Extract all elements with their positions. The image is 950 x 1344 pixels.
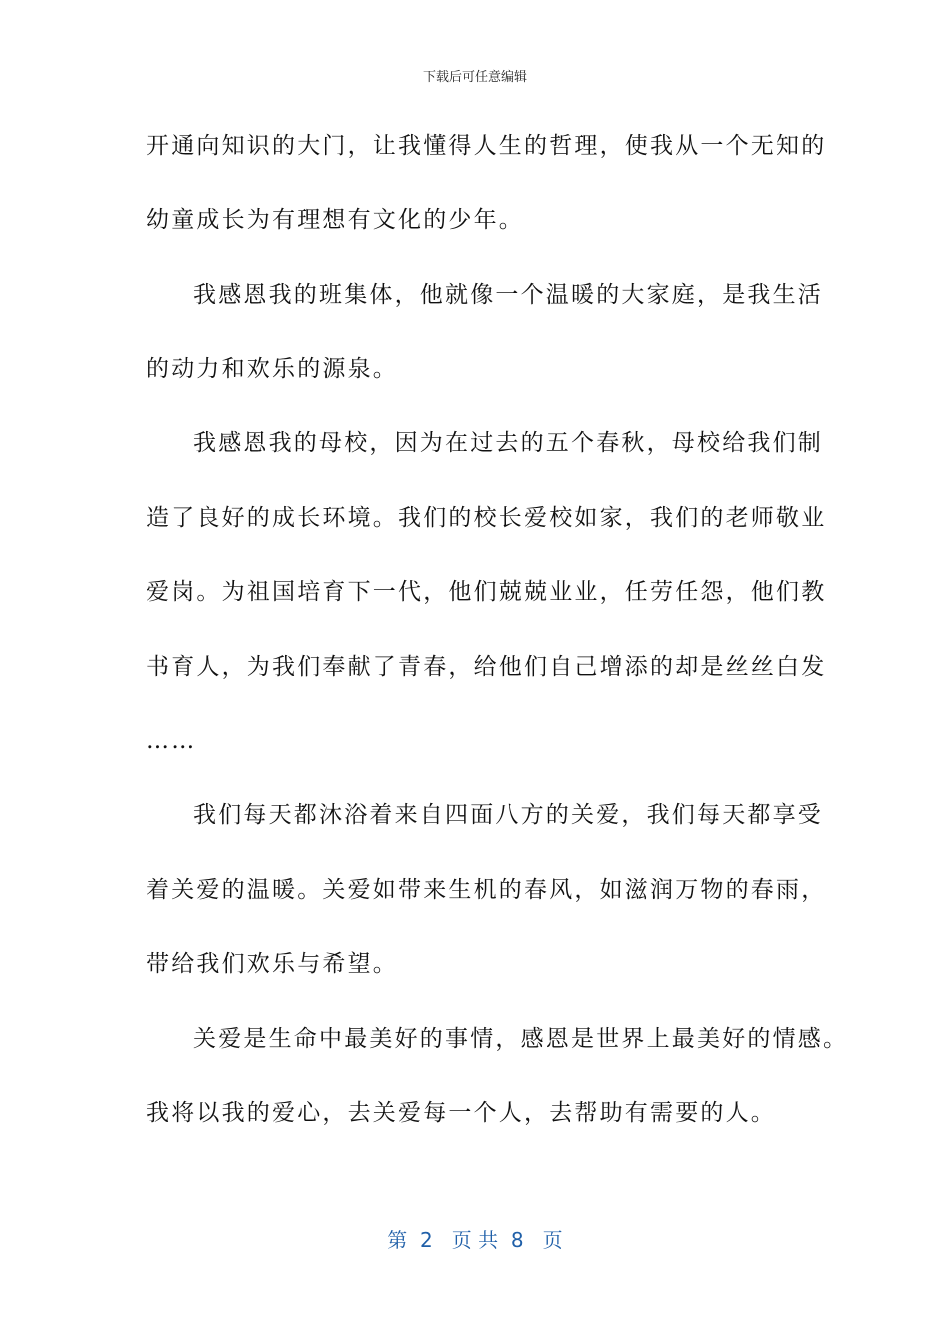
- body-line: ……: [146, 728, 197, 754]
- paragraph-line: 关爱是生命中最美好的事情，感恩是世界上最美好的情感。: [193, 1026, 849, 1052]
- paragraph-line: 我们每天都沐浴着来自四面八方的关爱，我们每天都享受: [193, 802, 823, 828]
- body-line: 书育人，为我们奉献了青春，给他们自己增添的却是丝丝白发: [146, 654, 827, 680]
- paragraph-line: 我感恩我的班集体，他就像一个温暖的大家庭，是我生活: [193, 282, 823, 308]
- body-line: 造了良好的成长环境。我们的校长爱校如家，我们的老师敬业: [146, 505, 827, 531]
- page-number: 第 2 页 共 8 页: [387, 1228, 563, 1252]
- page-header-note: 下载后可任意编辑: [422, 70, 527, 85]
- paragraph-line: 我感恩我的母校，因为在过去的五个春秋，母校给我们制: [193, 430, 823, 456]
- body-line: 爱岗。为祖国培育下一代，他们兢兢业业，任劳任怨，他们教: [146, 579, 827, 605]
- body-line: 我将以我的爱心，去关爱每一个人，去帮助有需要的人。: [146, 1100, 776, 1126]
- body-line: 的动力和欢乐的源泉。: [146, 356, 398, 382]
- body-line: 幼童成长为有理想有文化的少年。: [146, 207, 524, 233]
- body-line: 开通向知识的大门，让我懂得人生的哲理，使我从一个无知的: [146, 133, 827, 159]
- body-line: 带给我们欢乐与希望。: [146, 951, 398, 977]
- body-line: 着关爱的温暖。关爱如带来生机的春风，如滋润万物的春雨，: [146, 877, 827, 903]
